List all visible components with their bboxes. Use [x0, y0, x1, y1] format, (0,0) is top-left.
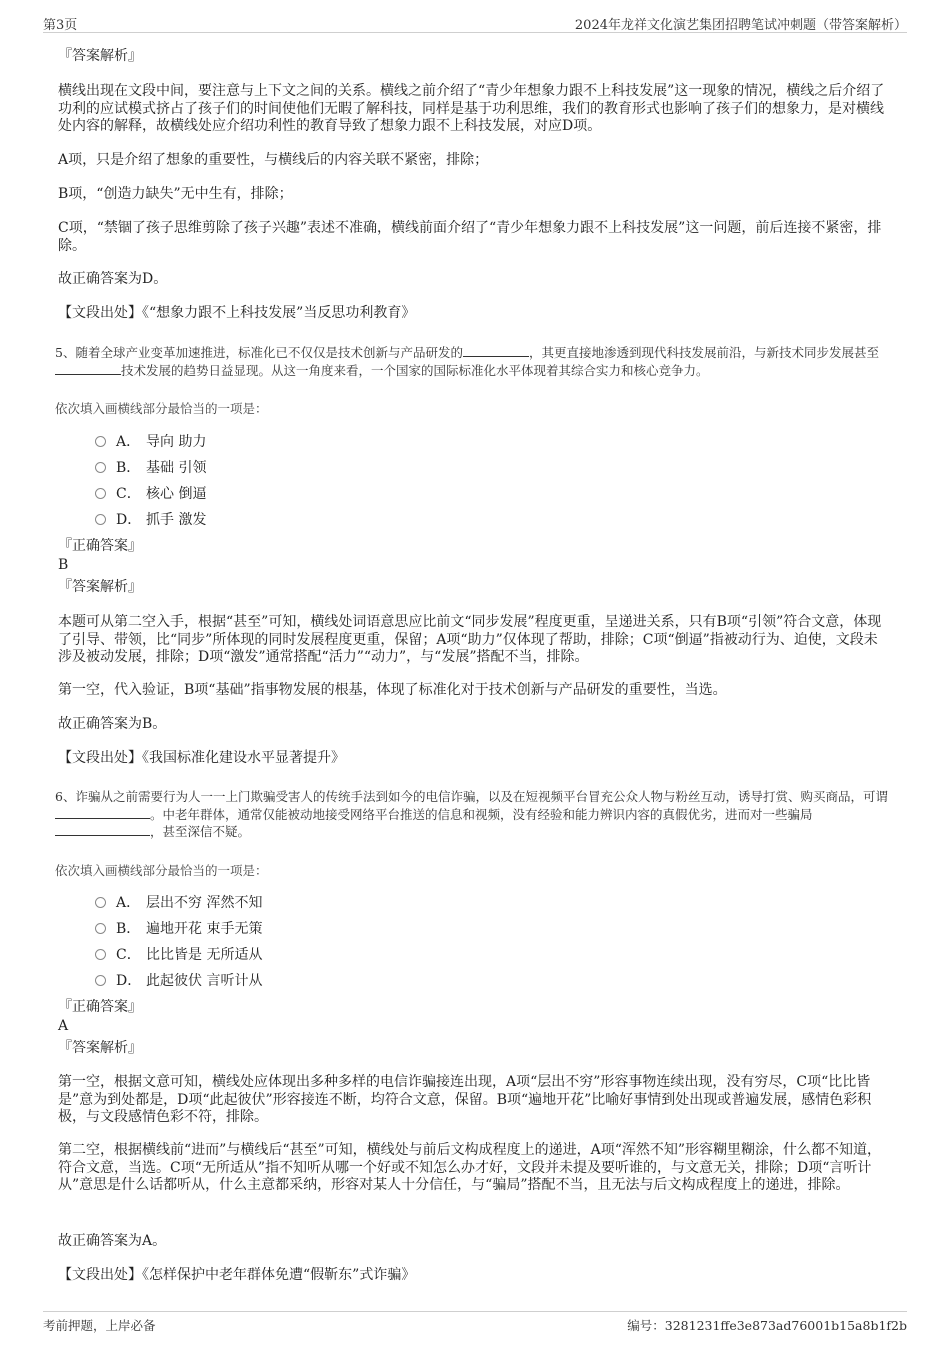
- q5-stem-part: 5、随着全球产业变革加速推进，标准化已不仅仅是技术创新与产品研发的: [55, 345, 463, 360]
- page-footer: [43, 1311, 907, 1334]
- option-label: A．: [116, 434, 141, 450]
- q6-source: 【文段出处】《怎样保护中老年群体免遭“假靳东”式诈骗》: [58, 1267, 416, 1283]
- q6-analysis-p2: 第二空，根据横线前“进而”与横线后“甚至”可知，横线处与前后文构成程度上的递进，A项“浑然不知”形容糊里糊涂，什么都不知道，符合文意，当选。C项“无所适从”指不知听从哪一个好或不知怎么办才好，文段并未提及要听谁的，与文意无关，排除；D项“言听计从”意思是什么话都听从，什么主意都采纳，形容对某人十分信任，与“骗局”搭配不当，且无法与后文构成程度上的递进，排除。: [58, 1142, 882, 1193]
- q6-instruction: 依次填入画横线部分最恰当的一项是：: [55, 863, 268, 878]
- option-text: 抓手 激发: [146, 512, 207, 528]
- radio-icon[interactable]: [95, 488, 106, 499]
- q5-analysis-p2: 第一空，代入验证，B项“基础”指事物发展的根基，体现了标准化对于技术创新与产品研发的重要性，当选。: [58, 682, 727, 698]
- q4-answer: 故正确答案为D。: [58, 271, 168, 287]
- option-text: 比比皆是 无所适从: [146, 947, 263, 963]
- option-label: B．: [116, 921, 141, 937]
- radio-icon[interactable]: [95, 462, 106, 473]
- q5-blank-2: [55, 362, 121, 375]
- radio-icon[interactable]: [95, 923, 106, 934]
- q6-correct-answer: A: [58, 1018, 69, 1034]
- q5-option-a[interactable]: [95, 428, 206, 454]
- q6-correct-title: 『正确答案』: [58, 999, 142, 1015]
- page-number: 第3页: [43, 18, 78, 33]
- q5-option-b[interactable]: [95, 454, 206, 480]
- option-label: D．: [116, 973, 142, 989]
- q5-answer: 故正确答案为B。: [58, 716, 167, 732]
- q5-correct-title: 『正确答案』: [58, 538, 142, 554]
- option-text: 基础 引领: [146, 460, 207, 476]
- option-label: D．: [116, 512, 142, 528]
- document-title: 2024年龙祥文化演艺集团招聘笔试冲刺题（带答案解析）: [574, 18, 907, 33]
- q6-stem-part: 6、诈骗从之前需要行为人一一上门欺骗受害人的传统手法到如今的电信诈骗，以及在短视频平台冒充公众人物与粉丝互动，诱导打赏、购买商品，可谓: [55, 789, 888, 804]
- q6-stem: [55, 788, 897, 841]
- option-label: B．: [116, 460, 141, 476]
- q6-answer: 故正确答案为A。: [58, 1233, 167, 1249]
- q6-option-a[interactable]: [95, 889, 262, 915]
- document-id: 编号：3281231ffe3e873ad76001b15a8b1f2b: [627, 1318, 907, 1333]
- radio-icon[interactable]: [95, 949, 106, 960]
- radio-icon[interactable]: [95, 436, 106, 447]
- q5-blank-1: [463, 344, 529, 357]
- q5-correct-answer: B: [58, 557, 69, 573]
- q6-analysis-p1: 第一空，根据文意可知，横线处应体现出多种多样的电信诈骗接连出现，A项“层出不穷”形容事物连续出现，没有穷尽，C项“比比皆是”意为到处都是，D项“此起彼伏”形容接连不断，均符合文意，保留。B项“遍地开花”比喻好事情到处出现或普遍发展，感情色彩积极，与文段感情色彩不符，排除。: [58, 1074, 872, 1125]
- radio-icon[interactable]: [95, 975, 106, 986]
- q4-analysis-title: 『答案解析』: [58, 48, 142, 64]
- q5-options: [95, 428, 206, 532]
- q5-stem-part: 技术发展的趋势日益显现。从这一角度来看，一个国家的国际标准化水平体现着其综合实力和核心竞争力。: [121, 362, 709, 378]
- q5-option-c[interactable]: [95, 480, 206, 506]
- radio-icon[interactable]: [95, 514, 106, 525]
- q4-analysis-p2: A项，只是介绍了想象的重要性，与横线后的内容关联不紧密，排除；: [58, 152, 489, 168]
- q6-options: [95, 889, 262, 993]
- q5-analysis-title: 『答案解析』: [58, 579, 142, 595]
- option-label: C．: [116, 486, 141, 502]
- footer-slogan: 考前押题，上岸必备: [43, 1318, 156, 1333]
- option-text: 核心 倒逼: [146, 486, 207, 502]
- radio-icon[interactable]: [95, 897, 106, 908]
- q4-analysis-p4: C项，“禁锢了孩子思维剪除了孩子兴趣”表述不准确，横线前面介绍了“青少年想象力跟不上科技发展”这一问题，前后连接不紧密，排除。: [58, 220, 882, 254]
- q6-option-d[interactable]: [95, 967, 262, 993]
- q4-analysis-p3: B项，“创造力缺失”无中生有，排除；: [58, 186, 293, 202]
- q6-stem-part: 。中老年群体，通常仅能被动地接受网络平台推送的信息和视频，没有经验和能力辨识内容的真假优劣，进而对一些骗局: [150, 806, 813, 822]
- page-header: [43, 12, 907, 33]
- q5-source: 【文段出处】《我国标准化建设水平显著提升》: [58, 750, 345, 766]
- option-label: A．: [116, 895, 141, 911]
- q6-option-b[interactable]: [95, 915, 262, 941]
- q6-option-c[interactable]: [95, 941, 262, 967]
- q5-stem: [55, 344, 897, 379]
- q5-stem-part: ，其更直接地渗透到现代科技发展前沿，与新技术同步发展甚至: [528, 345, 879, 360]
- q6-stem-part: ，甚至深信不疑。: [150, 824, 251, 839]
- q5-instruction: 依次填入画横线部分最恰当的一项是：: [55, 401, 268, 416]
- q5-analysis-p1: 本题可从第二空入手，根据“甚至”可知，横线处词语意思应比前文“同步发展”程度更重，呈递进关系，只有B项“引领”符合文意，体现了引导、带领，比“同步”所体现的同时发展程度更重，保留；A项“助力”仅体现了帮助，排除；C项“倒逼”指被动行为、迫使，文段未涉及被动发展，排除；D项“激发”通常搭配“活力”“动力”，与“发展”搭配不当，排除。: [58, 614, 882, 665]
- option-text: 遍地开花 束手无策: [146, 921, 263, 937]
- q4-analysis-p1: 横线出现在文段中间，要注意与上下文之间的关系。横线之前介绍了“青少年想象力跟不上科技发展”这一现象的情况，横线之后介绍了功利的应试模式挤占了孩子们的时间使他们无暇了解科技，同样是基于功利思维，我们的教育形式也影响了孩子们的想象力，是对横线处内容的解释，故横线处应介绍功利性的教育导致了想象力跟不上科技发展，对应D项。: [58, 83, 885, 134]
- option-text: 导向 助力: [146, 434, 207, 450]
- q5-option-d[interactable]: [95, 506, 206, 532]
- option-label: C．: [116, 947, 141, 963]
- q4-source: 【文段出处】《“想象力跟不上科技发展”当反思功利教育》: [58, 305, 416, 321]
- q6-blank-1: [55, 806, 150, 819]
- option-text: 此起彼伏 言听计从: [146, 973, 263, 989]
- option-text: 层出不穷 浑然不知: [146, 895, 263, 911]
- q6-blank-2: [55, 823, 150, 836]
- q6-analysis-title: 『答案解析』: [58, 1040, 142, 1056]
